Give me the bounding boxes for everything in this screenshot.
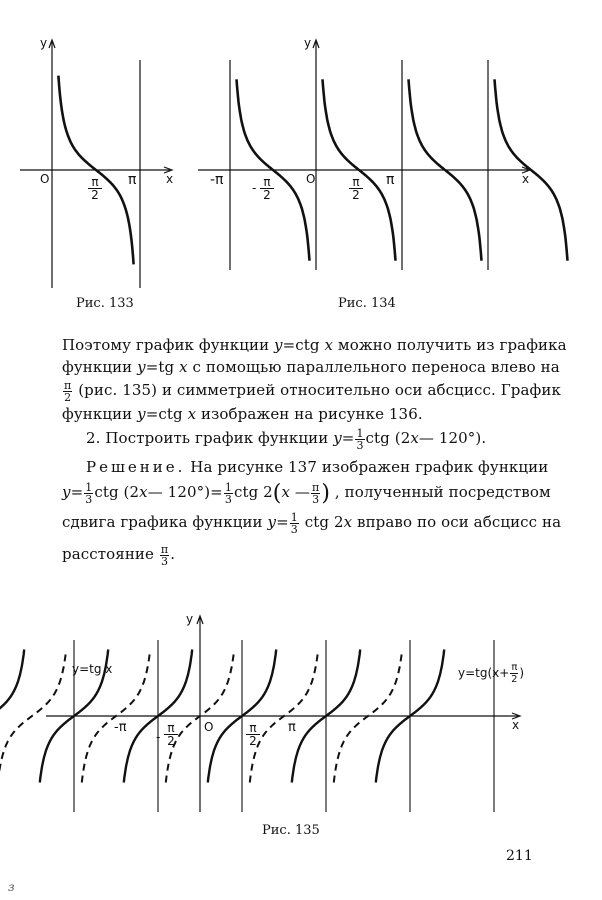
paragraph-distance: расстояние $\frac{\pi}{3}$ . — [62, 542, 176, 568]
fig133-y-label: y — [40, 36, 48, 50]
fig135-neg-pi-label: -π — [114, 720, 127, 735]
fig133-caption: Рис. 133 — [76, 296, 134, 311]
fig134-origin: O — [306, 172, 316, 186]
fig133-pi-half-den: 2 — [91, 188, 99, 202]
fig134-pi-label: π — [386, 172, 395, 188]
fig134-pi-half-den: 2 — [352, 188, 360, 202]
paragraph-line-1: Поэтому график функции y=ctg x можно получить из графика — [62, 336, 567, 354]
fig134-x-label: x — [522, 172, 530, 186]
fig135-right-label: y=tg(x+ $\frac{\pi}{2}$ ) — [458, 662, 525, 685]
fig133-pi-half-num: π — [88, 176, 102, 189]
fig134-neg-pi-label: -π — [210, 172, 224, 188]
fig135-left-label: y=tg x — [72, 662, 113, 676]
fig133-pi-half — [88, 176, 102, 201]
corner-mark: з — [8, 880, 15, 894]
paragraph-formula: y= $\frac{1}{3}$ ctg (2x— 120°)= $\frac{1}{3}$ ctg 2(x — $\frac{\pi}{3}$ ) , полученный посредством — [62, 480, 551, 506]
fig135-pi-half: π 2 — [246, 722, 260, 747]
fig133-pi-label: π — [128, 172, 137, 188]
fig135-pi-label: π — [288, 720, 296, 735]
fig134-pi-half — [349, 176, 363, 201]
figure-134 — [198, 40, 568, 270]
frac-pi-2: $\frac{\pi}{2}$ — [64, 378, 72, 404]
fig134-caption: Рис. 134 — [338, 296, 396, 311]
fig135-x-label: x — [512, 718, 520, 732]
fig134-neg-pi-half-num: π — [260, 176, 274, 189]
paragraph-line-3: $\frac{\pi}{2}$ (рис. 135) и симметрией относительно оси абсцисс. График — [64, 378, 561, 404]
paragraph-solution: Решение. На рисунке 137 изображен график функции — [86, 458, 549, 476]
fig135-neg-pi-half: π 2 — [164, 722, 178, 747]
paragraph-shift: сдвига графика функции y= $\frac{1}{3}$ ctg 2x вправо по оси абсцисс на — [62, 510, 562, 536]
fig135-y-label: y — [186, 612, 194, 626]
fig135-neg-pi-half-sign: - — [156, 730, 161, 744]
fig133-x-label: x — [166, 172, 174, 186]
fig135-origin: O — [204, 720, 214, 734]
fig135-caption: Рис. 135 — [262, 823, 320, 838]
page-number: 211 — [506, 848, 533, 864]
fig135-shifted-branch-1 — [0, 650, 24, 783]
fig134-neg-pi-half-sign: - — [252, 181, 257, 195]
paragraph-line-4: функции y=ctg x изображен на рисунке 136. — [62, 405, 423, 423]
fig134-pi-half-num: π — [349, 176, 363, 189]
fig134-neg-pi-half — [260, 176, 274, 201]
fig133-origin: O — [40, 172, 50, 186]
paragraph-line-2: функции y=tg x с помощью параллельного переноса влево на — [62, 358, 560, 376]
fig134-neg-pi-half-den: 2 — [263, 188, 271, 202]
fig134-y-label: y — [304, 36, 312, 50]
paragraph-task-2: 2. Построить график функции y= $\frac{1}{3}$ ctg (2x— 120°). — [86, 426, 487, 452]
figure-133 — [20, 40, 172, 288]
figure-135 — [0, 616, 520, 812]
